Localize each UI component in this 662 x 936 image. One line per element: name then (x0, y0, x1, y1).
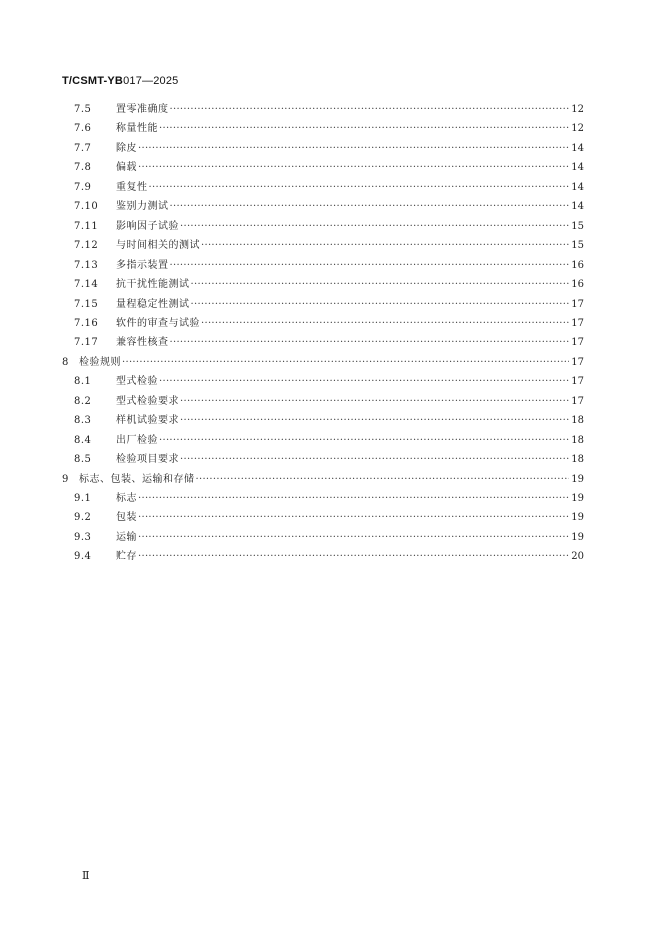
toc-entry[interactable] (62, 314, 584, 333)
toc-entry-number: 7.9 (74, 181, 92, 193)
toc-dot-leader (159, 119, 569, 138)
toc-entry[interactable] (62, 547, 584, 566)
toc-dot-leader (159, 372, 569, 391)
toc-entry-page: 17 (571, 395, 584, 407)
toc-dot-leader (201, 314, 569, 333)
toc-entry[interactable] (62, 158, 584, 177)
toc-dot-leader (149, 178, 570, 197)
toc-entry-title: 量程稳定性测试 (116, 298, 190, 310)
toc-entry-page: 14 (571, 181, 584, 193)
toc-dot-leader (191, 275, 570, 294)
toc-entry-number: 7.5 (74, 104, 92, 115)
toc-entry-title: 多指示装置 (116, 259, 169, 271)
toc-entry-number: 8.2 (74, 395, 92, 407)
toc-entry-page: 17 (571, 356, 584, 368)
document-code (62, 75, 179, 87)
toc-entry-number: 7.7 (74, 142, 92, 154)
toc-entry[interactable] (62, 178, 584, 197)
toc-entry-number: 9.1 (74, 493, 92, 504)
toc-entry-title: 兼容性核查 (116, 337, 169, 349)
document-code-suffix: 017—2025 (123, 75, 179, 87)
toc-entry-page: 18 (571, 415, 584, 427)
toc-entry-title: 出厂检验 (116, 434, 158, 446)
toc-entry-number: 7.10 (74, 201, 99, 213)
toc-entry-number: 7.13 (74, 259, 99, 271)
toc-dot-leader (201, 236, 569, 255)
toc-entry-title: 型式检验 (116, 376, 158, 388)
toc-entry-page: 19 (571, 531, 584, 543)
toc-entry-page: 20 (571, 551, 584, 563)
toc-entry-title: 贮存 (116, 551, 137, 563)
toc-entry-title: 与时间相关的测试 (116, 240, 200, 252)
page-number: Ⅱ (82, 869, 90, 882)
toc-dot-leader (180, 411, 569, 430)
toc-entry-title: 标志 (116, 493, 137, 504)
toc-dot-leader (138, 528, 569, 547)
toc-entry-number: 8 (62, 356, 69, 368)
toc-entry[interactable] (62, 528, 584, 547)
toc-entry-page: 12 (571, 123, 584, 135)
toc-entry-page: 18 (571, 434, 584, 446)
toc-entry[interactable] (62, 236, 584, 255)
toc-entry-title: 除皮 (116, 142, 137, 154)
toc-entry-number: 8.3 (74, 415, 92, 427)
toc-entry[interactable] (62, 295, 584, 314)
toc-entry-title: 检验项目要求 (116, 454, 179, 466)
toc-entry[interactable] (62, 508, 584, 527)
toc-entry-title: 置零准确度 (116, 104, 169, 115)
toc-entry-title: 影响因子试验 (116, 220, 179, 232)
toc-entry-title: 样机试验要求 (116, 415, 179, 427)
toc-entry-page: 18 (571, 454, 584, 466)
toc-dot-leader (170, 100, 570, 119)
toc-dot-leader (138, 508, 569, 527)
toc-entry[interactable] (62, 489, 584, 508)
toc-entry-number: 7.17 (74, 337, 99, 349)
toc-entry[interactable] (62, 197, 584, 216)
toc-entry-title: 标志、包装、运输和存储 (79, 473, 195, 485)
toc-entry-page: 17 (571, 317, 584, 329)
toc-entry-number: 7.16 (74, 317, 99, 329)
toc-entry[interactable] (62, 411, 584, 430)
toc-entry[interactable] (62, 470, 584, 489)
toc-entry-page: 15 (571, 220, 584, 232)
toc-entry[interactable] (62, 256, 584, 275)
toc-entry[interactable] (62, 372, 584, 391)
toc-entry-title: 称量性能 (116, 123, 158, 135)
toc-entry-title: 偏载 (116, 162, 137, 174)
toc-dot-leader (180, 392, 569, 411)
toc-entry-page: 19 (571, 473, 584, 485)
toc-dot-leader (180, 450, 569, 469)
toc-entry-number: 8.4 (74, 434, 92, 446)
document-code-prefix: T/CSMT-YB (62, 75, 124, 87)
toc-entry-page: 14 (571, 162, 584, 174)
toc-dot-leader (138, 158, 569, 177)
toc-entry-title: 运输 (116, 531, 137, 543)
toc-entry-page: 19 (571, 512, 584, 524)
toc-entry-number: 9 (62, 473, 69, 485)
toc-entry-number: 7.14 (74, 279, 99, 291)
toc-entry-number: 7.15 (74, 298, 99, 310)
toc-entry-number: 7.12 (74, 240, 99, 252)
toc-entry[interactable] (62, 275, 584, 294)
toc-entry-page: 15 (571, 240, 584, 252)
toc-entry[interactable] (62, 431, 584, 450)
toc-entry-title: 抗干扰性能测试 (116, 279, 190, 291)
toc-entry-title: 包装 (116, 512, 137, 524)
toc-entry-title: 型式检验要求 (116, 395, 179, 407)
toc-entry-number: 8.5 (74, 454, 92, 466)
toc-dot-leader (170, 197, 570, 216)
toc-dot-leader (170, 333, 570, 352)
toc-entry-page: 14 (571, 201, 584, 213)
toc-entry-page: 14 (571, 142, 584, 154)
toc-dot-leader (138, 489, 569, 508)
toc-entry[interactable] (62, 217, 584, 236)
toc-entry-page: 19 (571, 493, 584, 504)
toc-entry-page: 17 (571, 376, 584, 388)
toc-entry-title: 软件的审查与试验 (116, 317, 200, 329)
toc-entry-page: 17 (571, 298, 584, 310)
toc-entry[interactable] (62, 450, 584, 469)
toc-dot-leader (138, 547, 569, 566)
toc-entry-title: 重复性 (116, 181, 148, 193)
toc-dot-leader (196, 470, 570, 489)
toc-entry-title: 鉴别力测试 (116, 201, 169, 213)
toc-dot-leader (170, 256, 570, 275)
toc-entry-page: 17 (571, 337, 584, 349)
toc-dot-leader (122, 353, 569, 372)
toc-dot-leader (159, 431, 569, 450)
toc-entry-page: 16 (571, 279, 584, 291)
toc-dot-leader (191, 295, 570, 314)
toc-entry[interactable] (62, 353, 584, 372)
toc-entry-number: 8.1 (74, 376, 92, 388)
toc-entry-page: 16 (571, 259, 584, 271)
toc-entry-page: 12 (571, 104, 584, 115)
toc-entry-title: 检验规则 (79, 356, 121, 368)
toc-dot-leader (180, 217, 569, 236)
toc-dot-leader (138, 139, 569, 158)
toc-entry[interactable] (62, 333, 584, 352)
toc-entry-number: 7.11 (74, 220, 99, 232)
toc-entry[interactable] (62, 139, 584, 158)
toc-entry[interactable] (62, 392, 584, 411)
toc-entry[interactable] (62, 100, 584, 119)
toc-entry[interactable] (62, 119, 584, 138)
toc-entry-number: 9.4 (74, 551, 92, 563)
toc-entry-number: 9.2 (74, 512, 92, 524)
toc-entry-number: 9.3 (74, 531, 92, 543)
toc-entry-number: 7.6 (74, 123, 92, 135)
toc-entry-number: 7.8 (74, 162, 92, 174)
